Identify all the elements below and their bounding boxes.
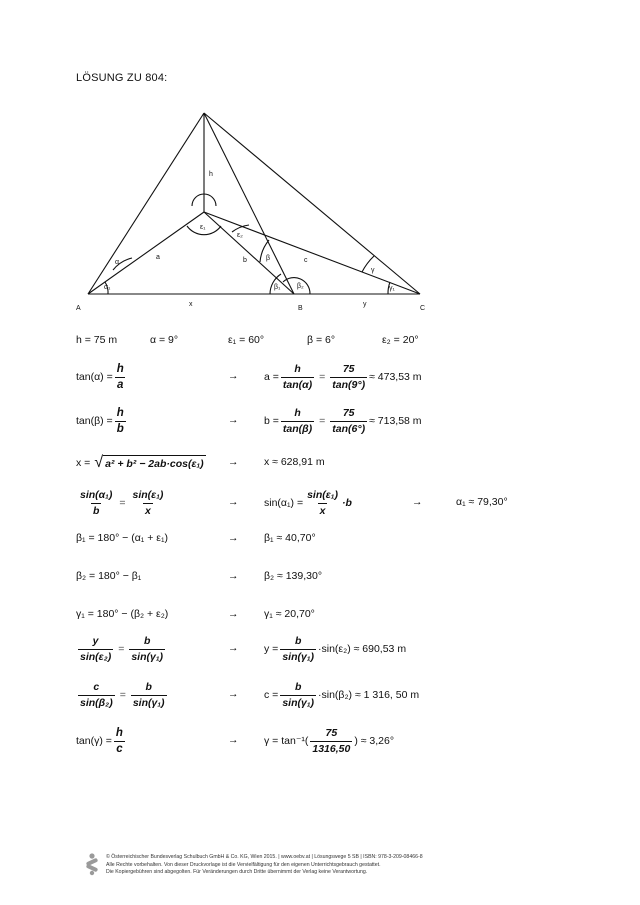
given-eps2: ε₂ = 20° — [382, 334, 419, 346]
result-value: ≈ 713,58 m — [369, 415, 422, 427]
label-eps2: ε₂ — [237, 232, 243, 239]
formula-text: tan(α) = — [76, 371, 113, 383]
equals-sign: = — [319, 371, 326, 383]
triangle-figure — [0, 0, 640, 330]
arrow-icon: → — [228, 456, 239, 468]
result-value: γ₁ ≈ 20,70° — [264, 608, 315, 620]
frac-den: sin(γ₁) — [282, 696, 315, 709]
frac-den: sin(ε₂) — [80, 650, 112, 663]
formula-text: γ₁ = 180° − (β₂ + ε₂) — [76, 608, 169, 620]
formula-text: β₂ = 180° − β₁ — [76, 570, 142, 582]
frac-num: h — [116, 362, 124, 375]
label-beta2: β₂ — [297, 283, 304, 290]
frac-den: sin(γ₁) — [131, 650, 164, 663]
frac-num: sin(ε₁) — [307, 488, 338, 501]
frac-num: b — [145, 680, 152, 693]
formula-row — [0, 608, 640, 624]
result-text: c = — [264, 689, 279, 701]
equals-sign: = — [119, 689, 126, 701]
frac-num: b — [294, 634, 302, 647]
arrow-icon: → — [228, 414, 239, 426]
frac-num: h — [294, 406, 301, 419]
formula-row — [0, 570, 640, 586]
label-alpha1: α₁ — [104, 284, 111, 291]
result-value: ) ≈ 3,26° — [354, 735, 395, 747]
result-value: β₁ ≈ 40,70° — [264, 532, 316, 544]
result-value: ≈ 473,53 m — [369, 371, 422, 383]
frac-den: b — [92, 504, 100, 517]
result-text: γ = tan⁻¹( — [264, 735, 309, 747]
formula-row — [0, 634, 640, 664]
frac-den: x — [319, 504, 326, 517]
frac-den: 1316,50 — [312, 742, 351, 755]
formula-text: x = — [76, 457, 91, 469]
label-beta1: β₁ — [274, 284, 281, 291]
label-alpha: α — [115, 259, 120, 266]
frac-num: c — [93, 680, 100, 693]
frac-den: x — [145, 504, 151, 517]
formula-row — [0, 406, 640, 436]
equals-sign: = — [118, 643, 125, 655]
arrow-icon: → — [228, 734, 239, 746]
label-gamma: γ — [371, 267, 375, 274]
label-a: a — [156, 254, 160, 261]
result-text: b = — [264, 415, 279, 427]
frac-num: b — [143, 634, 151, 647]
label-c: c — [304, 257, 308, 264]
frac-den: tan(β) — [282, 422, 313, 435]
frac-num: b — [294, 680, 302, 693]
given-beta: β = 6° — [307, 334, 336, 346]
frac-num: y — [92, 634, 99, 647]
label-x: x — [189, 301, 193, 308]
arrow-icon: → — [228, 370, 239, 382]
segment-c — [204, 212, 420, 294]
formula-row — [0, 452, 640, 474]
arrow-icon: → — [228, 532, 239, 544]
result-value: α₁ ≈ 79,30° — [456, 496, 508, 508]
result-text: a = — [264, 371, 279, 383]
line-A-top — [88, 113, 204, 294]
result-value: ·sin(ε₂) ≈ 690,53 m — [318, 643, 407, 655]
publisher-logo-icon — [84, 852, 100, 876]
frac-den: tan(9°) — [332, 378, 366, 391]
frac-num: h — [115, 726, 123, 739]
formula-row — [0, 726, 640, 756]
frac-den: sin(γ₁) — [282, 650, 315, 663]
equals-sign: = — [119, 497, 126, 509]
label-beta: β — [266, 255, 271, 262]
line-top-C — [204, 113, 420, 294]
formula-row — [0, 488, 640, 518]
frac-num: 75 — [342, 406, 355, 419]
result-value: x ≈ 628,91 m — [264, 456, 325, 468]
arrow-icon: → — [228, 496, 239, 508]
frac-den: tan(α) — [282, 378, 313, 391]
formula-row — [0, 680, 640, 710]
label-gamma1: γ₁ — [389, 285, 395, 292]
frac-den: c — [116, 742, 123, 755]
frac-num: h — [116, 406, 124, 419]
frac-num: sin(ε₁) — [132, 488, 164, 501]
arrow-icon: → — [228, 608, 239, 620]
page-title: LÖSUNG ZU 804: — [76, 72, 168, 84]
formula-text: tan(β) = — [76, 415, 113, 427]
frac-den: sin(β₂) — [80, 696, 113, 709]
sqrt-icon: √ — [94, 454, 104, 471]
segment-b — [204, 212, 294, 294]
arrow-icon: → — [228, 688, 239, 700]
frac-den: tan(6°) — [332, 422, 366, 435]
arrow-icon: → — [412, 496, 423, 508]
footer-line: © Österreichischer Bundesverlag Schulbuch GmbH & Co. KG, Wien 2015. | www.oebv.at | Lösungswege 5 SB | ISBN: 978-3-209-08466-8 — [106, 854, 423, 860]
given-alpha: α = 9° — [150, 334, 179, 346]
frac-den: sin(γ₁) — [132, 696, 165, 709]
label-b: b — [243, 257, 247, 264]
frac-den: a — [117, 378, 124, 391]
equals-sign: = — [319, 415, 326, 427]
result-text: sin(α₁) = — [264, 497, 304, 509]
arrow-icon: → — [228, 642, 239, 654]
footer-line: Die Kopiergebühren sind abgegolten. Für Veränderungen durch Dritte übernimmt der Verlag keine Verantwortung. — [106, 869, 368, 875]
result-text: y = — [264, 643, 279, 655]
frac-num: 75 — [325, 726, 338, 739]
given-eps1: ε₁ = 60° — [228, 334, 265, 346]
label-B: B — [298, 305, 303, 312]
result-value: β₂ ≈ 139,30° — [264, 570, 323, 582]
frac-num: 75 — [342, 362, 355, 375]
formula-row — [0, 362, 640, 392]
label-C: C — [420, 305, 426, 312]
frac-num: sin(α₁) — [80, 488, 113, 501]
result-value: ·sin(β₂) ≈ 1 316, 50 m — [318, 689, 420, 701]
formula-text: tan(γ) = — [76, 735, 112, 747]
arrow-icon: → — [228, 570, 239, 582]
label-eps1: ε₁ — [200, 224, 206, 231]
formula-text: β₁ = 180° − (α₁ + ε₁) — [76, 532, 169, 544]
segment-a — [88, 212, 204, 294]
sqrt-body: a² + b² − 2ab·cos(ε₁) — [103, 455, 206, 471]
label-y: y — [363, 301, 367, 308]
footer-legal — [106, 854, 423, 877]
frac-den: b — [116, 422, 124, 435]
result-text: ·b — [341, 497, 352, 509]
footer-line: Alle Rechte vorbehalten. Von dieser Druckvorlage ist die Vervielfältigung für den eigenen Unterrichtsgebrauch gestattet. — [106, 861, 381, 868]
line-top-B — [204, 113, 294, 294]
label-A: A — [76, 305, 81, 312]
label-h: h — [209, 171, 213, 178]
frac-num: h — [294, 362, 301, 375]
given-h: h = 75 m — [76, 334, 118, 346]
formula-row — [0, 532, 640, 548]
